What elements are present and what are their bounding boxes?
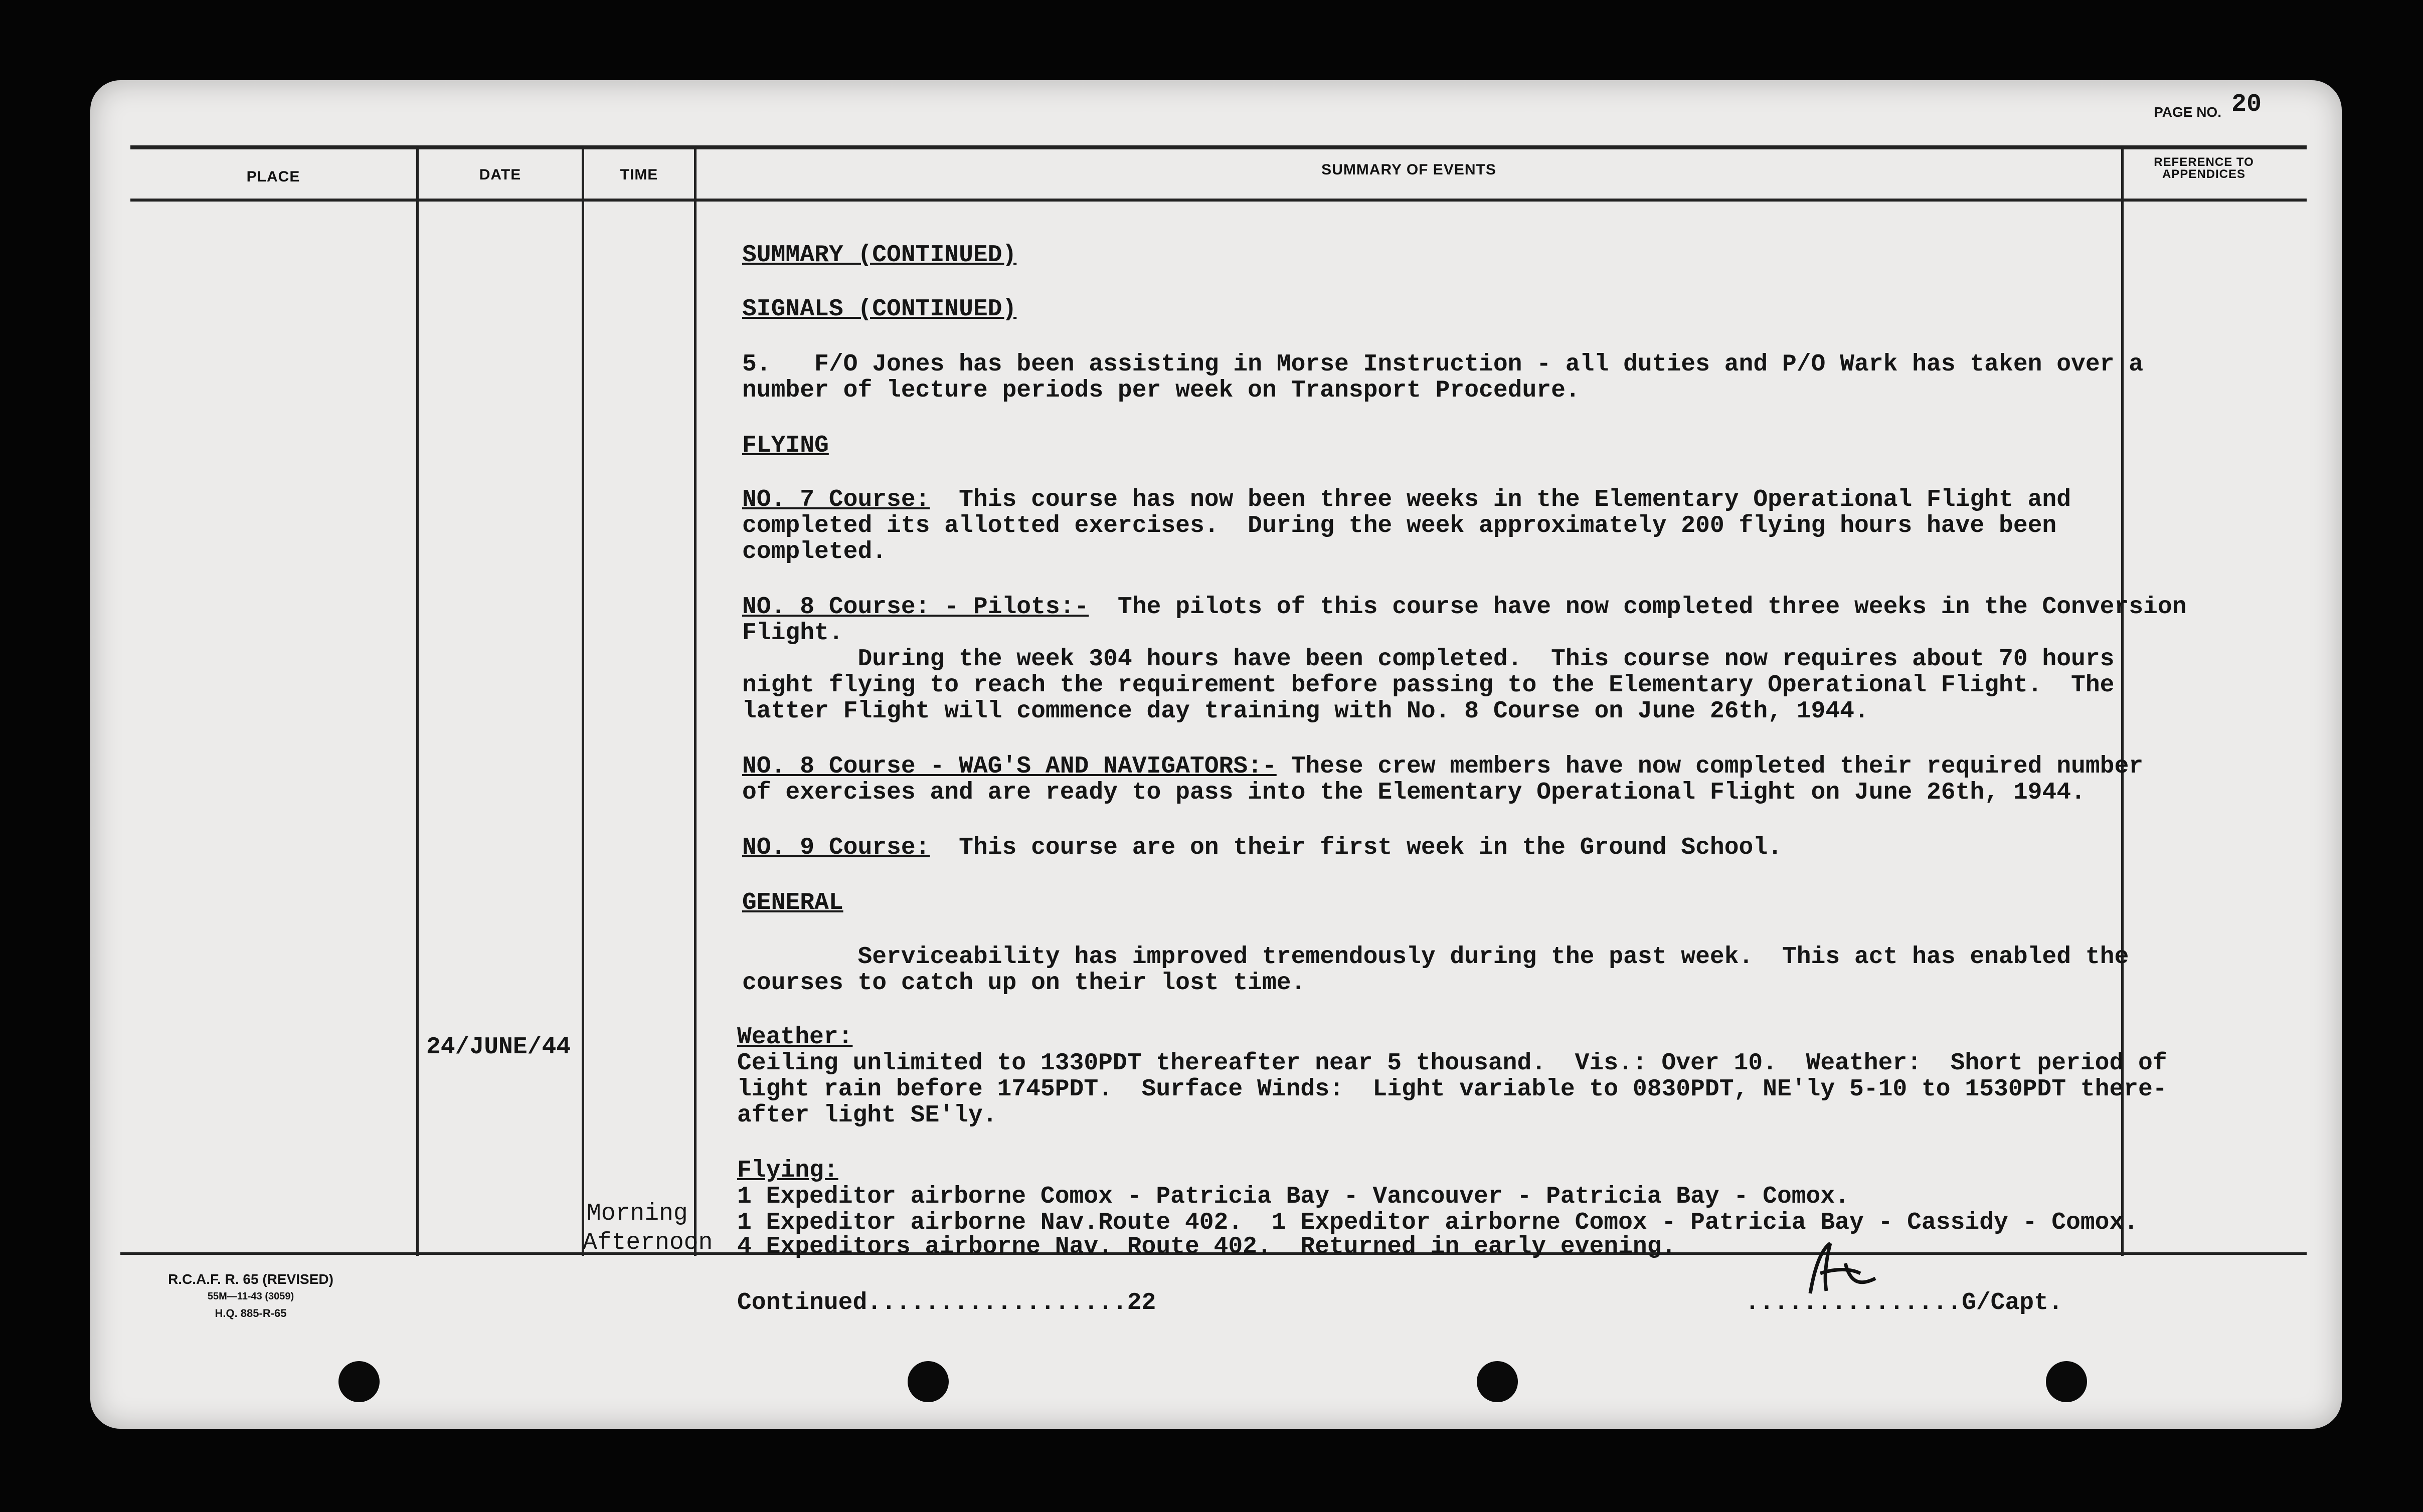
course8-wag-label: NO. 8 Course - WAG'S AND NAVIGATORS:- — [742, 753, 1277, 780]
form-id-line1: R.C.A.F. R. 65 (REVISED) — [168, 1271, 333, 1287]
header-date: DATE — [479, 166, 522, 183]
signals-p5-line1: 5. F/O Jones has been assisting in Morse Instruction - all duties and P/O Wark has taken over a — [742, 351, 2144, 378]
weather-line1: Ceiling unlimited to 1330PDT thereafter near 5 thousand. Vis.: Over 10. Weather: Short period of — [737, 1050, 2167, 1077]
page-number: 20 — [2231, 90, 2262, 119]
course7-label: NO. 7 Course: — [742, 486, 930, 513]
course9-text1: This course are on their first week in the Ground School. — [930, 834, 1782, 861]
course8-wag-text1: These crew members have now completed their required number — [1276, 753, 2144, 780]
col-divider-place — [416, 148, 419, 1256]
entry-date: 24/JUNE/44 — [426, 1034, 571, 1061]
page-number-label: PAGE NO. — [2154, 104, 2221, 120]
time-afternoon: Afternoon — [583, 1229, 713, 1256]
heading-summary: SUMMARY (CONTINUED) — [742, 242, 1017, 269]
col-divider-time — [694, 148, 697, 1256]
course7-line2: completed its allotted exercises. During the week approximately 200 flying hours have been — [742, 512, 2057, 539]
form-id-line3: H.Q. 885-R-65 — [215, 1307, 287, 1319]
header-time: TIME — [620, 166, 658, 183]
general-line2: courses to catch up on their lost time. — [742, 970, 1306, 997]
punch-hole-4 — [2046, 1361, 2087, 1402]
gcapt-signature-line: ...............G/Capt. — [1745, 1289, 2063, 1316]
course8-pilots-text1: The pilots of this course have now completed three weeks in the Conversion — [1089, 594, 2187, 621]
course8-pilots-label: NO. 8 Course: - Pilots:- — [742, 594, 1089, 621]
heading-flying-daily: Flying: — [737, 1157, 838, 1184]
header-place: PLACE — [246, 168, 300, 185]
header-bottom-rule — [130, 199, 2307, 202]
punch-hole-3 — [1477, 1361, 1518, 1402]
heading-signals: SIGNALS (CONTINUED) — [742, 296, 1017, 323]
flying-line2: 1 Expeditor airborne Nav.Route 402. 1 Expeditor airborne Comox - Patricia Bay - Cassidy - Comox. — [737, 1209, 2139, 1236]
record-sheet — [90, 80, 2342, 1429]
course9-line1 — [742, 833, 1782, 862]
weather-line3: after light SE'ly. — [737, 1102, 997, 1129]
continued-note: Continued..................22 — [737, 1289, 1156, 1316]
time-morning: Morning — [587, 1200, 688, 1227]
signals-p5-line2: number of lecture periods per week on Transport Procedure. — [742, 377, 1580, 404]
flying-line3: 4 Expeditors airborne Nav. Route 402. Returned in early evening. — [737, 1233, 1676, 1260]
form-id-line2: 55M—11-43 (3059) — [207, 1291, 294, 1302]
heading-general: GENERAL — [742, 889, 843, 916]
course8-pilots-line4: night flying to reach the requirement before passing to the Elementary Operational Flight. The — [742, 672, 2115, 699]
course8-pilots-line3: During the week 304 hours have been completed. This course now requires about 70 hours — [742, 646, 2115, 673]
weather-line2: light rain before 1745PDT. Surface Winds: Light variable to 0830PDT, NE'ly 5-10 to 1530PDT there- — [737, 1076, 2167, 1103]
course8-pilots-line2: Flight. — [742, 620, 843, 647]
header-top-rule — [130, 145, 2307, 149]
course7-text1: This course has now been three weeks in the Elementary Operational Flight and — [930, 486, 2071, 513]
punch-hole-2 — [908, 1361, 949, 1402]
course8-wag-line2: of exercises and are ready to pass into the Elementary Operational Flight on June 26th, 1944. — [742, 779, 2086, 806]
header-reference: REFERENCE TO APPENDICES — [2154, 155, 2254, 181]
course8-wag-line1 — [742, 752, 2143, 781]
flying-line1: 1 Expeditor airborne Comox - Patricia Bay - Vancouver - Patricia Bay - Comox. — [737, 1183, 1849, 1210]
course8-pilots-line5: latter Flight will commence day training with No. 8 Course on June 26th, 1944. — [742, 698, 1869, 725]
col-divider-date — [582, 148, 584, 1256]
header-summary: SUMMARY OF EVENTS — [1321, 161, 1496, 178]
course9-label: NO. 9 Course: — [742, 834, 930, 861]
punch-hole-1 — [338, 1361, 380, 1402]
course7-line1 — [742, 485, 2071, 514]
course7-line3: completed. — [742, 538, 887, 565]
form-identifier — [120, 1271, 381, 1322]
course8-pilots-line1 — [742, 593, 2186, 622]
heading-flying: FLYING — [742, 432, 829, 459]
general-line1: Serviceability has improved tremendously during the past week. This act has enabled the — [742, 943, 2129, 971]
heading-weather: Weather: — [737, 1024, 853, 1051]
